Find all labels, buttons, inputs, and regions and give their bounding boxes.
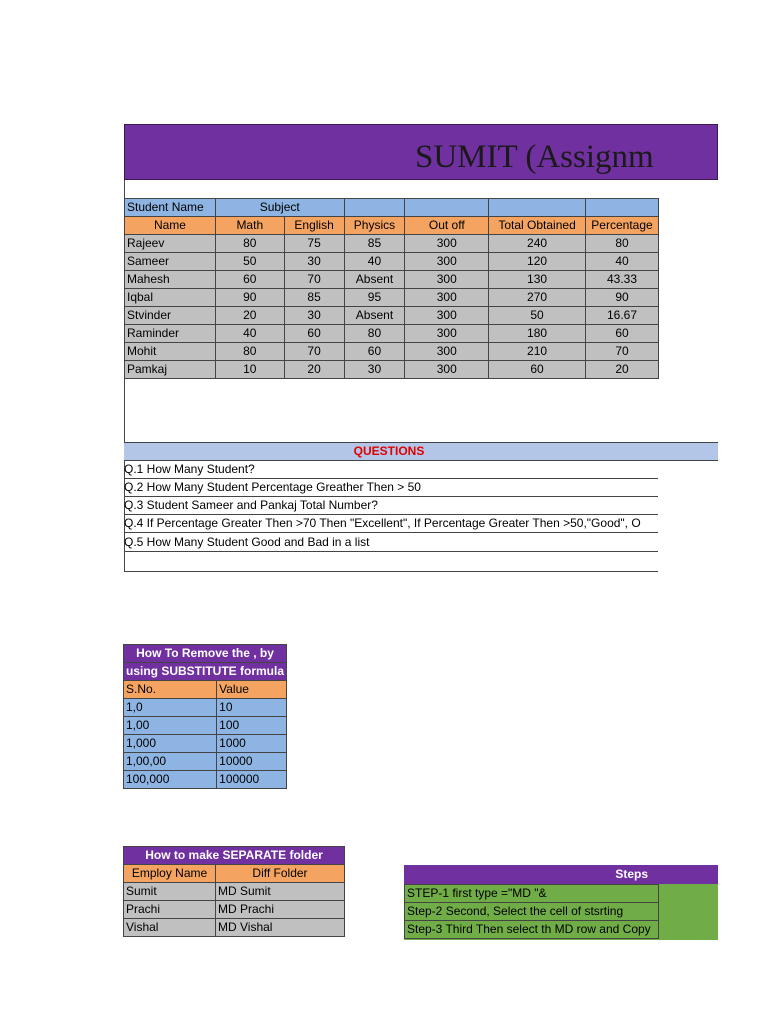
substitute-cell-value[interactable]: 10000 — [217, 753, 287, 771]
header-percentage[interactable]: Percentage — [586, 217, 659, 235]
question-line[interactable]: Q.4 If Percentage Greater Then >70 Then "Excellent", If Percentage Greater Then >50,"Good", O — [124, 515, 658, 533]
cell-name[interactable]: Raminder — [125, 325, 216, 343]
substitute-title-line1[interactable]: How To Remove the , by — [124, 645, 287, 663]
cell-english[interactable]: 70 — [284, 343, 344, 361]
cell-name[interactable]: Stvinder — [125, 307, 216, 325]
steps-table — [404, 884, 659, 939]
cell-total[interactable]: 50 — [489, 307, 586, 325]
folder-cell-name[interactable]: Vishal — [124, 919, 216, 937]
folder-header-diff[interactable]: Diff Folder — [216, 865, 345, 883]
cell-physics[interactable]: 80 — [344, 325, 405, 343]
cell-english[interactable]: 75 — [284, 235, 344, 253]
table-row — [124, 919, 345, 937]
cell-physics[interactable]: Absent — [344, 271, 405, 289]
header-total-obtained[interactable]: Total Obtained — [489, 217, 586, 235]
cell-percentage[interactable]: 90 — [586, 289, 659, 307]
substitute-header-value[interactable]: Value — [217, 681, 287, 699]
table-row — [124, 901, 345, 919]
cell-percentage[interactable]: 70 — [586, 343, 659, 361]
cell-out-off[interactable]: 300 — [405, 361, 489, 379]
folder-cell-name[interactable]: Prachi — [124, 901, 216, 919]
cell-math[interactable]: 80 — [215, 343, 284, 361]
cell-total[interactable]: 120 — [489, 253, 586, 271]
header-name[interactable]: Name — [125, 217, 216, 235]
step-line[interactable]: STEP-1 first type ="MD "& — [405, 885, 659, 903]
title-band — [124, 124, 718, 180]
table-row — [124, 771, 287, 789]
question-line[interactable]: Q.3 Student Sameer and Pankaj Total Number? — [124, 497, 658, 515]
table-row — [124, 735, 287, 753]
questions-heading[interactable] — [124, 442, 718, 461]
marks-table — [124, 198, 659, 379]
cell-english[interactable]: 85 — [284, 289, 344, 307]
cell-total[interactable]: 210 — [489, 343, 586, 361]
substitute-cell-input[interactable]: 1,00,00 — [124, 753, 217, 771]
substitute-cell-input[interactable]: 1,0 — [124, 699, 217, 717]
header-blank[interactable] — [489, 199, 586, 217]
cell-percentage[interactable]: 43.33 — [586, 271, 659, 289]
cell-math[interactable]: 20 — [215, 307, 284, 325]
cell-out-off[interactable]: 300 — [405, 235, 489, 253]
table-row — [125, 289, 659, 307]
table-row — [124, 753, 287, 771]
header-out-off[interactable]: Out off — [405, 217, 489, 235]
header-english[interactable]: English — [284, 217, 344, 235]
cell-physics[interactable]: 40 — [344, 253, 405, 271]
cell-percentage[interactable]: 40 — [586, 253, 659, 271]
cell-math[interactable]: 60 — [215, 271, 284, 289]
question-line[interactable]: Q.2 How Many Student Percentage Greather Then > 50 — [124, 479, 658, 497]
cell-name[interactable]: Rajeev — [125, 235, 216, 253]
cell-percentage[interactable]: 60 — [586, 325, 659, 343]
folder-header-employ[interactable]: Employ Name — [124, 865, 216, 883]
cell-out-off[interactable]: 300 — [405, 325, 489, 343]
table-row — [124, 717, 287, 735]
substitute-cell-value[interactable]: 100000 — [217, 771, 287, 789]
cell-physics[interactable]: Absent — [344, 307, 405, 325]
cell-math[interactable]: 40 — [215, 325, 284, 343]
substitute-cell-value[interactable]: 100 — [217, 717, 287, 735]
cell-name[interactable]: Iqbal — [125, 289, 216, 307]
folder-table-wrap — [123, 846, 345, 937]
cell-total[interactable]: 130 — [489, 271, 586, 289]
table-row — [124, 883, 345, 901]
folder-title[interactable]: How to make SEPARATE folder — [124, 847, 345, 865]
table-row — [124, 699, 287, 717]
sheet-title: SUMIT (Assignm — [415, 139, 654, 175]
table-row — [125, 325, 659, 343]
table-row — [125, 235, 659, 253]
substitute-table-wrap — [123, 644, 287, 789]
cell-physics[interactable]: 60 — [344, 343, 405, 361]
header-physics[interactable]: Physics — [344, 217, 405, 235]
cell-physics[interactable]: 85 — [344, 235, 405, 253]
substitute-cell-input[interactable]: 1,000 — [124, 735, 217, 753]
header-blank[interactable] — [405, 199, 489, 217]
cell-percentage[interactable]: 80 — [586, 235, 659, 253]
header-blank[interactable] — [586, 199, 659, 217]
cell-name[interactable]: Sameer — [125, 253, 216, 271]
cell-out-off[interactable]: 300 — [405, 307, 489, 325]
step-line[interactable]: Step-3 Third Then select th MD row and Copy — [405, 921, 659, 939]
table-row — [125, 253, 659, 271]
cell-english[interactable]: 30 — [284, 253, 344, 271]
cell-total[interactable]: 270 — [489, 289, 586, 307]
cell-english[interactable]: 20 — [284, 361, 344, 379]
steps-heading[interactable]: Steps — [404, 865, 718, 884]
header-subject[interactable]: Subject — [215, 199, 344, 217]
header-blank[interactable] — [344, 199, 405, 217]
folder-cell-folder[interactable]: MD Sumit — [216, 883, 345, 901]
cell-english[interactable]: 70 — [284, 271, 344, 289]
cell-physics[interactable]: 30 — [344, 361, 405, 379]
cell-physics[interactable]: 95 — [344, 289, 405, 307]
cell-name[interactable]: Mohit — [125, 343, 216, 361]
header-student-name[interactable]: Student Name — [125, 199, 216, 217]
cell-english[interactable]: 60 — [284, 325, 344, 343]
header-math[interactable]: Math — [215, 217, 284, 235]
substitute-title-line2[interactable]: using SUBSTITUTE formula — [124, 663, 287, 681]
cell-math[interactable]: 10 — [215, 361, 284, 379]
folder-cell-folder[interactable]: MD Vishal — [216, 919, 345, 937]
substitute-cell-value[interactable]: 1000 — [217, 735, 287, 753]
questions-heading-text: QUESTIONS — [353, 444, 425, 458]
table-row — [125, 307, 659, 325]
cell-out-off[interactable]: 300 — [405, 253, 489, 271]
steps-list-wrap — [404, 884, 659, 939]
cell-name[interactable]: Mahesh — [125, 271, 216, 289]
folder-cell-name[interactable]: Sumit — [124, 883, 216, 901]
cell-math[interactable]: 80 — [215, 235, 284, 253]
table-row — [125, 271, 659, 289]
cell-percentage[interactable]: 20 — [586, 361, 659, 379]
cell-out-off[interactable]: 300 — [405, 271, 489, 289]
substitute-table — [123, 644, 287, 789]
marks-header-row-2 — [125, 217, 659, 235]
cell-total[interactable]: 180 — [489, 325, 586, 343]
folder-cell-folder[interactable]: MD Prachi — [216, 901, 345, 919]
cell-english[interactable]: 30 — [284, 307, 344, 325]
substitute-header-sno[interactable]: S.No. — [124, 681, 217, 699]
substitute-cell-value[interactable]: 10 — [217, 699, 287, 717]
cell-math[interactable]: 90 — [215, 289, 284, 307]
question-line[interactable]: Q.1 How Many Student? — [124, 461, 658, 479]
cell-out-off[interactable]: 300 — [405, 343, 489, 361]
cell-total[interactable]: 240 — [489, 235, 586, 253]
folder-table — [123, 846, 345, 937]
substitute-cell-input[interactable]: 1,00 — [124, 717, 217, 735]
cell-name[interactable]: Pamkaj — [125, 361, 216, 379]
question-line[interactable]: Q.5 How Many Student Good and Bad in a list — [124, 534, 658, 552]
cell-out-off[interactable]: 300 — [405, 289, 489, 307]
table-row — [125, 343, 659, 361]
marks-header-row-1 — [125, 199, 659, 217]
step-line[interactable]: Step-2 Second, Select the cell of stsrting — [405, 903, 659, 921]
marks-table-wrap — [124, 198, 659, 379]
table-row — [125, 361, 659, 379]
cell-percentage[interactable]: 16.67 — [586, 307, 659, 325]
cell-math[interactable]: 50 — [215, 253, 284, 271]
substitute-cell-input[interactable]: 100,000 — [124, 771, 217, 789]
cell-total[interactable]: 60 — [489, 361, 586, 379]
